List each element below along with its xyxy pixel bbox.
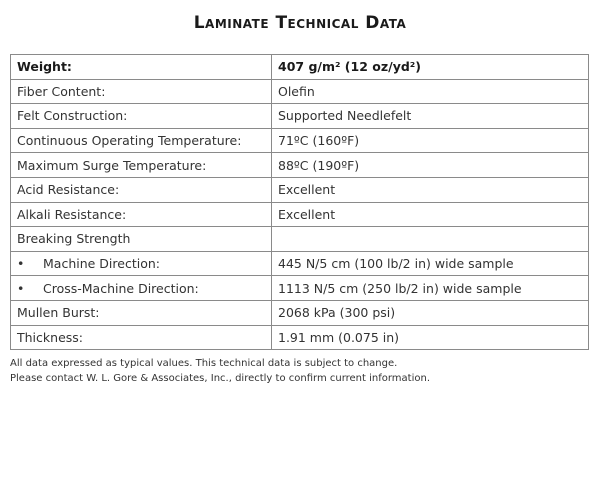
footnote — [10, 356, 430, 386]
row-value: Supported Needlefelt — [272, 104, 589, 129]
table-row — [11, 227, 589, 252]
table-row — [11, 251, 589, 276]
row-value: 71ºC (160ºF) — [272, 128, 589, 153]
row-value: Excellent — [272, 177, 589, 202]
row-value: 1113 N/5 cm (250 lb/2 in) wide sample — [272, 276, 589, 301]
table-row — [11, 325, 589, 350]
table-row — [11, 300, 589, 325]
bullet-icon: • — [17, 280, 25, 296]
row-label-cell — [11, 251, 272, 276]
row-label: Continuous Operating Temperature: — [11, 128, 272, 153]
row-label: Acid Resistance: — [11, 177, 272, 202]
row-value: Excellent — [272, 202, 589, 227]
footnote-line: All data expressed as typical values. This technical data is subject to change. — [10, 358, 398, 369]
table-row — [11, 202, 589, 227]
row-label: Cross-Machine Direction: — [43, 280, 199, 296]
table-row — [11, 79, 589, 104]
row-label: Mullen Burst: — [11, 300, 272, 325]
table-row — [11, 153, 589, 178]
technical-data-table — [10, 54, 589, 350]
row-label: Machine Direction: — [43, 256, 160, 272]
row-label: Felt Construction: — [11, 104, 272, 129]
row-value: 445 N/5 cm (100 lb/2 in) wide sample — [272, 251, 589, 276]
row-label: Alkali Resistance: — [11, 202, 272, 227]
table-row — [11, 104, 589, 129]
table-row — [11, 276, 589, 301]
footnote-line: Please contact W. L. Gore & Associates, Inc., directly to confirm current information. — [10, 373, 431, 384]
table-row — [11, 177, 589, 202]
row-value — [272, 227, 589, 252]
row-label: Fiber Content: — [11, 79, 272, 104]
bullet-icon: • — [17, 256, 25, 272]
row-value: 1.91 mm (0.075 in) — [272, 325, 589, 350]
table-row-weight — [11, 55, 589, 80]
row-label: Maximum Surge Temperature: — [11, 153, 272, 178]
row-label: Weight: — [11, 55, 272, 80]
page-title: Laminate Technical Data — [193, 13, 407, 33]
row-value: Olefin — [272, 79, 589, 104]
row-value: 2068 kPa (300 psi) — [272, 300, 589, 325]
row-label-cell — [11, 276, 272, 301]
row-label: Thickness: — [11, 325, 272, 350]
row-value: 88ºC (190ºF) — [272, 153, 589, 178]
row-label: Breaking Strength — [11, 227, 272, 252]
table-row — [11, 128, 589, 153]
row-value: 407 g/m² (12 oz/yd²) — [272, 55, 589, 80]
